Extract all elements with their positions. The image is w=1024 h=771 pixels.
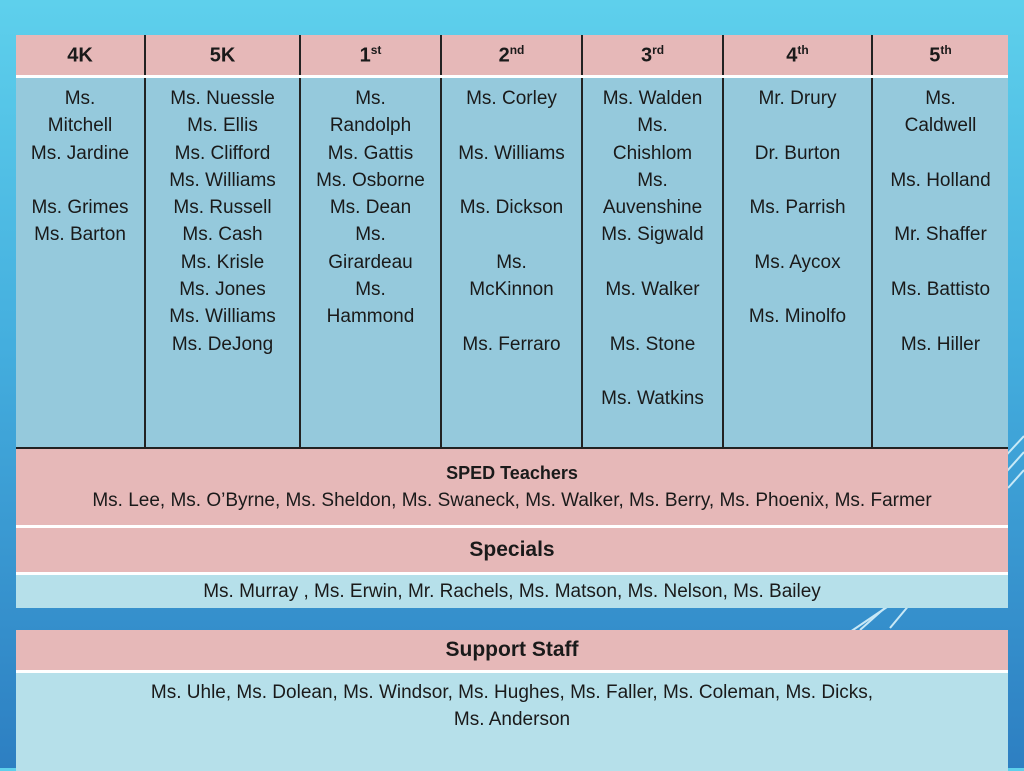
grade-header-5th: 5th [872,35,1008,77]
teacher-name: Ms. Barton [16,221,144,248]
spacer-line [442,221,581,248]
support-title: Support Staff [16,630,1008,672]
teacher-name: Ms. Watkins [583,385,722,412]
spacer-line [873,303,1008,330]
teacher-name: Ms. [873,85,1008,112]
grade-header-3rd: 3rd [582,35,723,77]
teacher-name: Ms. Williams [146,303,299,330]
teacher-name: Ms. Minolfo [724,303,871,330]
grade-header-row [16,35,1008,77]
specials-list-row [16,574,1008,609]
grade-header-4th: 4th [723,35,872,77]
teacher-name: Ms. Cash [146,221,299,248]
teacher-list-3rd [582,77,723,449]
teacher-list-2nd [441,77,582,449]
grade-header-5k: 5K [145,35,300,77]
teacher-name: Dr. Burton [724,140,871,167]
teacher-name: Ms. Walker [583,276,722,303]
teacher-list-5k [145,77,300,449]
teacher-name: Ms. Battisto [873,276,1008,303]
teacher-name: Auvenshine [583,194,722,221]
support-header-row [16,630,1008,672]
teacher-name: Ms. Williams [442,140,581,167]
teacher-name: Ms. Ferraro [442,331,581,358]
teacher-name: Ms. [301,85,440,112]
spacer-line [873,194,1008,221]
teacher-name: Ms. Jardine [16,140,144,167]
teacher-name: Ms. Gattis [301,140,440,167]
grade-header-2nd: 2nd [441,35,582,77]
teacher-list-4k [16,77,145,449]
spacer-line [873,249,1008,276]
teacher-name: Hammond [301,303,440,330]
grade-header-1st: 1st [300,35,441,77]
spacer-line [724,167,871,194]
spacer-line [442,303,581,330]
teacher-name: Mr. Drury [724,85,871,112]
teacher-name: Ms. Russell [146,194,299,221]
spacer-line [724,276,871,303]
teacher-name: Ms. Clifford [146,140,299,167]
sped-title: SPED Teachers [16,463,1008,484]
teacher-name: Ms. Aycox [724,249,871,276]
teacher-name: Mr. Shaffer [873,221,1008,248]
support-list-line: Ms. Anderson [16,706,1008,733]
support-list-line: Ms. Uhle, Ms. Dolean, Ms. Windsor, Ms. Hughes, Ms. Faller, Ms. Coleman, Ms. Dicks, [16,679,1008,706]
teacher-names-row [16,77,1008,449]
teacher-list-5th [872,77,1008,449]
teacher-name: Chishlom [583,140,722,167]
teacher-name: Ms. Osborne [301,167,440,194]
specials-list: Ms. Murray , Ms. Erwin, Mr. Rachels, Ms. Matson, Ms. Nelson, Ms. Bailey [16,574,1008,609]
teacher-name: Ms. Grimes [16,194,144,221]
teacher-name: Ms. Jones [146,276,299,303]
support-list-row [16,672,1008,771]
spacer-line [583,358,722,385]
sped-row [16,448,1008,527]
sped-cell [16,448,1008,527]
spacer-line [583,303,722,330]
spacer-line [873,140,1008,167]
teacher-list-4th [723,77,872,449]
teacher-name: Ms. [583,167,722,194]
support-list [16,672,1008,771]
teacher-name: Ms. Parrish [724,194,871,221]
spacer-line [16,167,144,194]
teacher-list-1st [300,77,441,449]
teacher-name: Ms. Stone [583,331,722,358]
spacer-line [442,167,581,194]
spacer-line [442,112,581,139]
teacher-name: Ms. Holland [873,167,1008,194]
teacher-name: Ms. [301,221,440,248]
sped-list: Ms. Lee, Ms. O’Byrne, Ms. Sheldon, Ms. Swaneck, Ms. Walker, Ms. Berry, Ms. Phoenix, Ms. Farmer [16,490,1008,512]
specials-title: Specials [16,527,1008,574]
teacher-name: Ms. [442,249,581,276]
teacher-name: Ms. Sigwald [583,221,722,248]
teacher-name: Ms. Walden [583,85,722,112]
teacher-name: Ms. Ellis [146,112,299,139]
teacher-name: Ms. Hiller [873,331,1008,358]
teacher-name: Ms. Nuessle [146,85,299,112]
spacer-line [724,221,871,248]
teacher-name: Ms. Corley [442,85,581,112]
specials-header-row [16,527,1008,574]
teacher-table [16,35,1008,608]
teacher-name: Caldwell [873,112,1008,139]
teacher-name: Ms. [301,276,440,303]
teacher-name: Mitchell [16,112,144,139]
teacher-name: McKinnon [442,276,581,303]
teacher-name: Ms. DeJong [146,331,299,358]
teacher-name: Girardeau [301,249,440,276]
spacer-line [583,249,722,276]
teacher-name: Ms. Dickson [442,194,581,221]
teacher-name: Ms. [16,85,144,112]
teacher-name: Ms. Krisle [146,249,299,276]
teacher-name: Ms. [583,112,722,139]
teacher-name: Ms. Dean [301,194,440,221]
support-staff-table [16,630,1008,771]
grade-header-4k: 4K [16,35,145,77]
spacer-line [724,112,871,139]
teacher-name: Randolph [301,112,440,139]
teacher-name: Ms. Williams [146,167,299,194]
